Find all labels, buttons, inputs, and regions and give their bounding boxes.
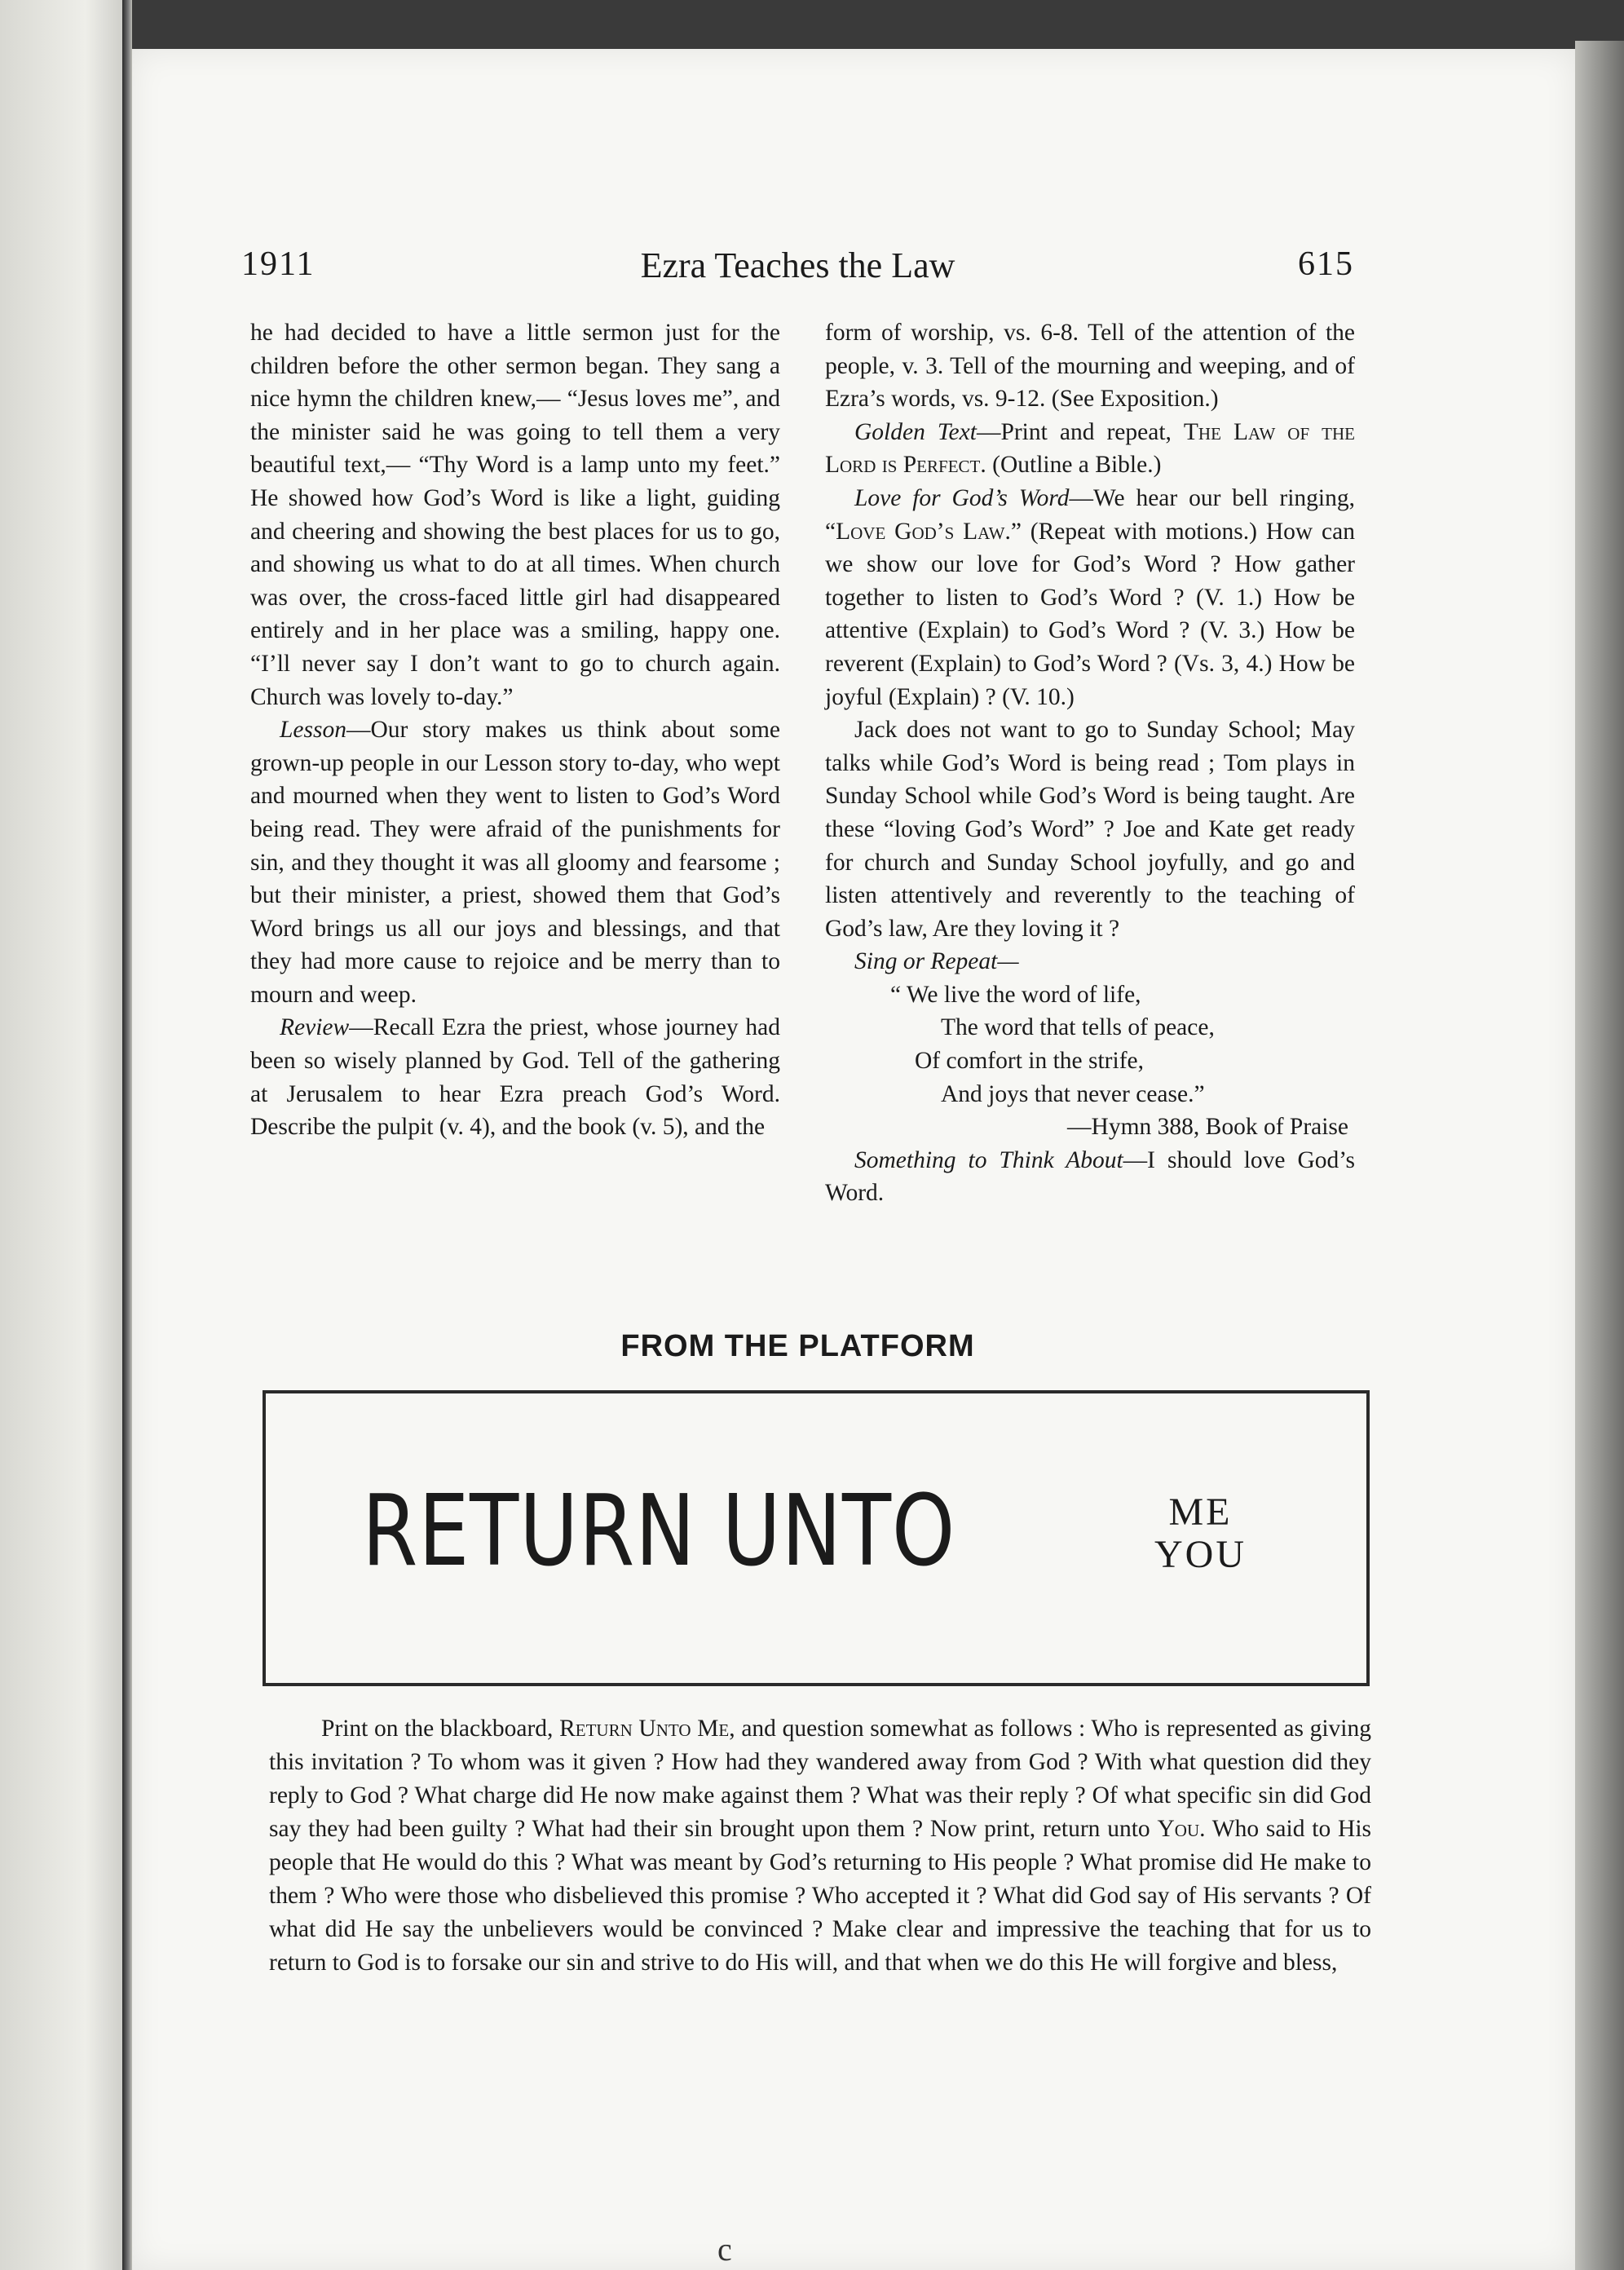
- instructions-a: Print on the blackboard,: [321, 1716, 560, 1742]
- poem-line: The word that tells of peace,: [941, 1014, 1215, 1041]
- board-main-text: RETURN UNTO: [362, 1475, 956, 1588]
- paragraph-review: [250, 1011, 780, 1143]
- poem-line: “ We live the word of life,: [890, 981, 1141, 1008]
- paragraph-worship: form of worship, vs. 6-8. Tell of the attention of the people, v. 3. Tell of the mourning and weeping, and of Ezra’s words, vs. 9-12. (See Exposition.): [825, 320, 1355, 413]
- love-text-a: —We hear our bell ringing, “: [825, 484, 1355, 545]
- blackboard-box: [263, 1390, 1370, 1686]
- running-header: [241, 245, 1354, 302]
- instructions-b: , and question somewhat as follows : Who is represented as giving this invitation ? To whom was it given ? How had they wandered away from God ? With what question did they reply to God ? What charge did He now make against them ? What was their reply ? Of what specific sin did God say they had been guilty ? What had their sin brought upon them ? Now print, return unto: [269, 1716, 1372, 1842]
- paragraph-examples: Jack does not want to go to Sunday School; May talks while God’s Word is being read ; Tom plays in Sunday School while God’s Word is being taught. Are these “loving God’s Word” ? Joe and Kate get ready for church and Sunday School joyfully, and go and listen attentively and reverently to the teaching of God’s law, Are they loving it ?: [825, 717, 1355, 942]
- header-year: 1911: [241, 245, 316, 283]
- paragraph-golden-text: [825, 416, 1355, 482]
- lesson-label: Lesson: [280, 717, 346, 744]
- review-text: —Recall Ezra the priest, whose journey had been so wisely planned by God. Tell of the gathering at Jerusalem to hear Ezra preach God’s Word. Describe the pulpit (v. 4), and the book (v. 5), and the: [250, 1014, 780, 1141]
- love-label: Love for God’s Word: [854, 484, 1070, 511]
- golden-text-smallcaps: The Law of the Lord is Perfect.: [825, 418, 1355, 479]
- golden-text-label: Golden Text: [854, 418, 977, 445]
- review-label: Review: [280, 1014, 350, 1041]
- golden-text-a: —Print and repeat,: [976, 418, 1184, 445]
- poem: [825, 978, 1355, 1144]
- page-number: 615: [1298, 245, 1354, 283]
- love-text-smallcaps: Love God’s Law.: [836, 518, 1011, 545]
- right-column: [825, 316, 1355, 1210]
- lesson-text: —Our story makes us think about some grown-up people in our Lesson story to-day, who wept and mourned when they went to listen to God’s Word being read. They were afraid of the punishments for sin, and they thought it was all gloomy and fearsome ; but their minister, a priest, showed them that God’s Word brings us all our joys and blessings, and that they had more cause to rejoice and be merry than to mourn and weep.: [250, 717, 780, 1008]
- poem-line: And joys that never cease.”: [941, 1080, 1205, 1107]
- instructions-smallcaps-1: Return Unto Me: [559, 1716, 730, 1742]
- platform-heading: FROM THE PLATFORM: [620, 1329, 975, 1363]
- paragraph-story-end: he had decided to have a little sermon just for the children before the other sermon began. They sang a nice hymn the children knew,— “Jesus loves me”, and the minister said he was going to tell them a very beautiful text,— “Thy Word is a lamp unto my feet.” He showed how God’s Word is like a light, guiding and cheering and showing the best places for us to go, and showing us what to do at all times. When church was over, the cross-faced little girl had disappeared entirely and in her place was a smiling, happy one. “I’ll never say I don’t want to go to church again. Church was lovely to-day.”: [250, 320, 780, 710]
- poem-attribution: —Hymn 388, Book of Praise: [1067, 1114, 1348, 1141]
- header-title: Ezra Teaches the Law: [640, 245, 955, 285]
- think-label: Something to Think About: [854, 1146, 1123, 1173]
- facing-page-edge: [0, 0, 122, 2270]
- instructions-c: . Who said to His people that He would do this ? What was meant by God’s returning to His people ? What promise did He make to them ? Who were those who disbelieved this promise ? Who accepted it ? What did God say of His servants ? Of what did He say the unbelievers would be convinced ? Make clear and impressive the teaching that for us to return to God is to forsake our sin and strive to do His will, and that when we do this He will forgive and bless,: [269, 1816, 1371, 1976]
- sing-label: Sing or Repeat—: [854, 948, 1019, 975]
- golden-text-b: (Outline a Bible.): [986, 452, 1162, 479]
- page-edge-right: [1575, 41, 1624, 2270]
- book-spine: [122, 0, 132, 2270]
- instructions-smallcaps-2: You: [1157, 1816, 1200, 1842]
- poem-line: Of comfort in the strife,: [915, 1048, 1144, 1075]
- love-text-b: ” (Repeat with motions.) How can we show our love for God’s Word ? How gather together to listen to God’s Word ? (V. 1.) How be attentive (Explain) to God’s Word ? (V. 3.) How be reverent (Explain) to God’s Word ? (Vs. 3, 4.) How be joyful (Explain) ? (V. 10.): [825, 518, 1355, 710]
- paragraph-lesson: [250, 713, 780, 1011]
- footer-mark: c: [717, 2231, 732, 2268]
- blackboard-instructions: [269, 1712, 1371, 1980]
- board-stacked-words: [1154, 1491, 1247, 1576]
- think-text: —I should love God’s Word.: [825, 1146, 1355, 1207]
- left-column: [250, 316, 780, 1144]
- paragraph-love-for-word: [825, 482, 1355, 713]
- board-word-you: YOU: [1154, 1533, 1247, 1576]
- board-word-me: ME: [1168, 1491, 1233, 1534]
- paragraph-think-about: [825, 1144, 1355, 1210]
